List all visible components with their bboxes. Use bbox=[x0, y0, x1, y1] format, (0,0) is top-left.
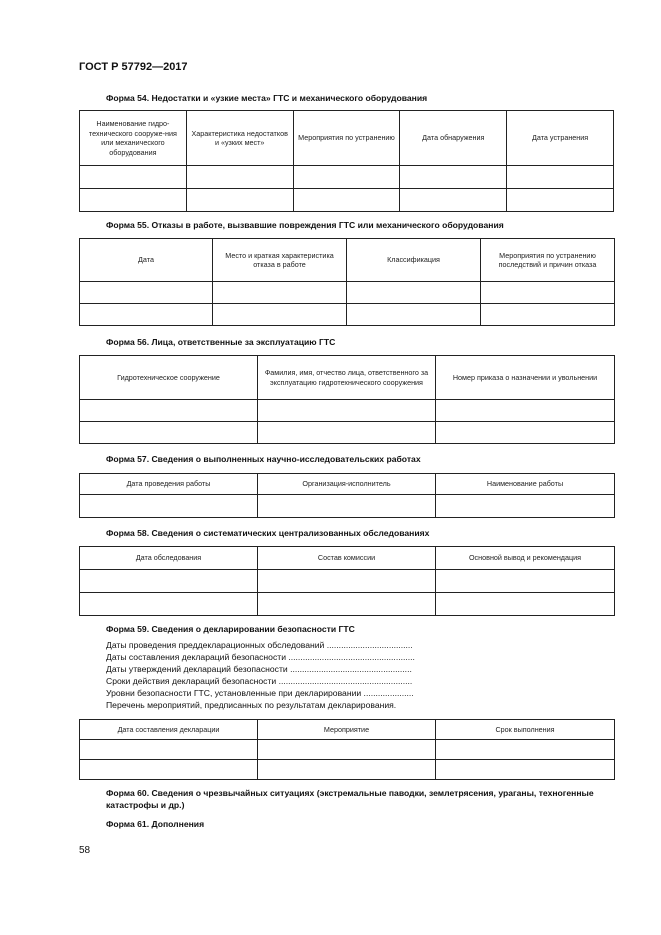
table-row bbox=[80, 189, 614, 212]
col-header: Мероприятие bbox=[258, 720, 436, 740]
form-59-table bbox=[79, 719, 615, 780]
table-row bbox=[80, 282, 615, 304]
col-header: Дата устранения bbox=[507, 111, 614, 166]
col-header: Срок выполнения bbox=[436, 720, 615, 740]
declaration-line: Уровни безопасности ГТС, установленные при декларировании ..................... bbox=[106, 688, 414, 698]
table-row bbox=[80, 400, 615, 422]
declaration-line: Даты утверждений деклараций безопасности ................................................... bbox=[106, 664, 412, 674]
col-header: Дата проведения работы bbox=[80, 474, 258, 495]
form-57-title: Форма 57. Сведения о выполненных научно-исследовательских работах bbox=[106, 454, 421, 464]
table-row bbox=[80, 760, 615, 780]
table-row bbox=[80, 570, 615, 593]
col-header: Фамилия, имя, отчество лица, ответственного за эксплуатацию гидротехнического сооружения bbox=[258, 356, 436, 400]
col-header: Наименование работы bbox=[436, 474, 615, 495]
col-header: Дата составления декларации bbox=[80, 720, 258, 740]
form-57-table bbox=[79, 473, 615, 518]
declaration-line: Сроки действия деклараций безопасности ........................................................ bbox=[106, 676, 413, 686]
col-header: Наименование гидро-технического сооруже-ния или механического оборудования bbox=[80, 111, 187, 166]
form-59-title: Форма 59. Сведения о декларировании безопасности ГТС bbox=[106, 624, 355, 634]
table-row bbox=[80, 495, 615, 518]
page-number: 58 bbox=[79, 845, 91, 856]
col-header: Характеристика недостатков и «узких мест» bbox=[186, 111, 293, 166]
table-row bbox=[80, 304, 615, 326]
col-header: Основной вывод и рекомендация bbox=[436, 547, 615, 570]
col-header: Организация-исполнитель bbox=[258, 474, 436, 495]
col-header: Дата обследования bbox=[80, 547, 258, 570]
table-row bbox=[80, 166, 614, 189]
table-row bbox=[80, 740, 615, 760]
col-header: Мероприятия по устранению bbox=[293, 111, 400, 166]
table-row bbox=[80, 593, 615, 616]
col-header: Состав комиссии bbox=[258, 547, 436, 570]
form-55-title: Форма 55. Отказы в работе, вызвавшие повреждения ГТС или механического оборудования bbox=[106, 220, 504, 230]
table-row bbox=[80, 422, 615, 444]
form-55-table bbox=[79, 238, 615, 326]
form-58-table bbox=[79, 546, 615, 616]
form-56-table bbox=[79, 355, 615, 444]
col-header: Дата обнаружения bbox=[400, 111, 507, 166]
form-58-title: Форма 58. Сведения о систематических централизованных обследованиях bbox=[106, 528, 430, 538]
col-header: Место и краткая характеристика отказа в работе bbox=[213, 239, 347, 282]
form-60-title: Форма 60. Сведения о чрезвычайных ситуациях (экстремальные паводки, землетрясения, ураганы, техногенные катастрофы и др.) bbox=[106, 788, 594, 810]
col-header: Дата bbox=[80, 239, 213, 282]
declaration-line: Перечень мероприятий, предписанных по результатам декларирования. bbox=[106, 700, 397, 710]
col-header: Номер приказа о назначении и увольнении bbox=[436, 356, 615, 400]
declaration-line: Даты проведения преддекларационных обследований .................................... bbox=[106, 640, 413, 650]
col-header: Мероприятия по устранению последствий и причин отказа bbox=[481, 239, 615, 282]
form-61-title: Форма 61. Дополнения bbox=[106, 819, 205, 829]
col-header: Гидротехническое сооружение bbox=[80, 356, 258, 400]
form-54-table bbox=[79, 110, 614, 212]
form-54-title: Форма 54. Недостатки и «узкие места» ГТС и механического оборудования bbox=[106, 93, 428, 103]
col-header: Классификация bbox=[347, 239, 481, 282]
document-header: ГОСТ Р 57792—2017 bbox=[79, 61, 188, 73]
form-56-title: Форма 56. Лица, ответственные за эксплуатацию ГТС bbox=[106, 337, 336, 347]
declaration-line: Даты составления деклараций безопасности ..................................................... bbox=[106, 652, 415, 662]
